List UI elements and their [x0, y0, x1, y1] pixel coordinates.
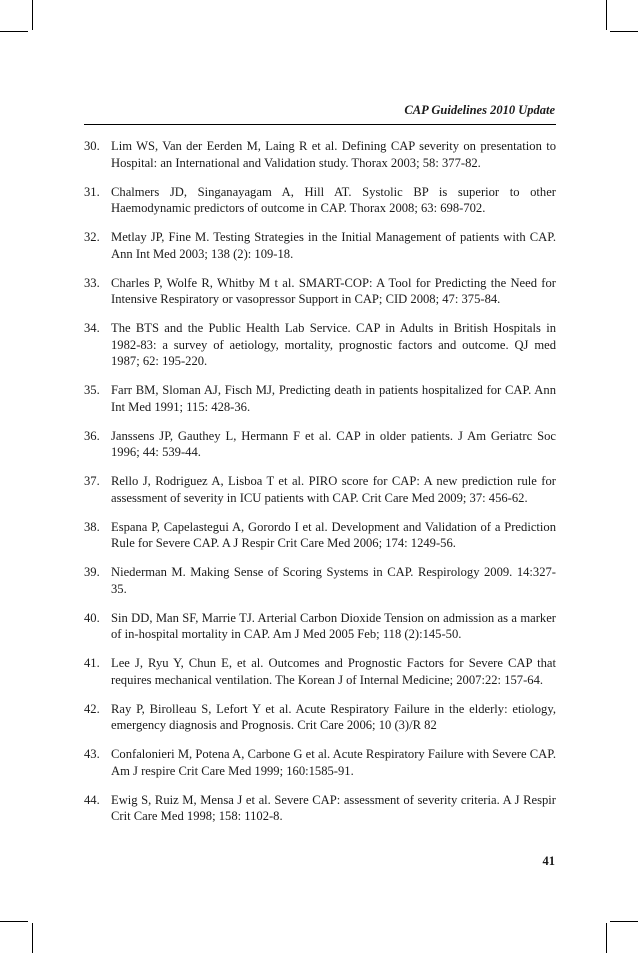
reference-item [84, 519, 556, 552]
reference-item [84, 792, 556, 825]
reference-number: 38. [84, 519, 100, 534]
reference-text: Sin DD, Man SF, Marrie TJ. Arterial Carbon Dioxide Tension on admission as a marker of in-hospital mortality in CAP. Am J Med 2005 Feb; 118 (2):145-50. [111, 610, 556, 641]
crop-mark [610, 921, 638, 922]
reference-text: Confalonieri M, Potena A, Carbone G et al. Acute Respiratory Failure with Severe CAP. Am J respire Crit Care Med 1999; 160:1585-91. [111, 747, 556, 778]
reference-number: 36. [84, 428, 100, 443]
crop-mark [0, 31, 28, 32]
crop-mark [32, 0, 33, 30]
reference-list [84, 138, 556, 837]
reference-text: Lee J, Ryu Y, Chun E, et al. Outcomes and Prognostic Factors for Severe CAP that requires mechanical ventilation. The Korean J of Internal Medicine; 2007:22: 157-64. [111, 656, 556, 687]
reference-item [84, 229, 556, 262]
reference-number: 40. [84, 610, 100, 625]
reference-item [84, 275, 556, 308]
reference-text: Metlay JP, Fine M. Testing Strategies in the Initial Management of patients with CAP. Ann Int Med 2003; 138 (2): 109-18. [111, 230, 556, 261]
reference-item [84, 746, 556, 779]
reference-item [84, 473, 556, 506]
crop-mark [32, 923, 33, 953]
reference-text: Lim WS, Van der Eerden M, Laing R et al. Defining CAP severity on presentation to Hospital: an International and Validation study. Thorax 2003; 58: 377-82. [111, 139, 556, 170]
reference-text: Farr BM, Sloman AJ, Fisch MJ, Predicting death in patients hospitalized for CAP. Ann Int Med 1991; 115: 428-36. [111, 383, 556, 414]
reference-item [84, 428, 556, 461]
reference-number: 31. [84, 184, 100, 199]
crop-mark [606, 0, 607, 30]
reference-text: Charles P, Wolfe R, Whitby M t al. SMART-COP: A Tool for Predicting the Need for Intensive Respiratory or vasopressor Support in CAP; CID 2008; 47: 375-84. [111, 275, 556, 306]
crop-mark [0, 921, 28, 922]
page-number: 41 [542, 854, 555, 868]
reference-number: 37. [84, 474, 100, 488]
header-rule [84, 124, 556, 125]
reference-item [84, 701, 556, 734]
running-header: CAP Guidelines 2010 Update [404, 103, 555, 117]
reference-text: The BTS and the Public Health Lab Service. CAP in Adults in British Hospitals in 1982-83: a survey of aetiology, mortality, prognostic factors and outcome. QJ med 1987; 62: 195-220. [111, 321, 556, 368]
reference-text: Niederman M. Making Sense of Scoring Systems in CAP. Respirology 2009. 14:327-35. [111, 565, 556, 596]
reference-number: 35. [84, 383, 100, 397]
crop-mark [610, 31, 638, 32]
crop-mark [606, 923, 607, 953]
reference-text: Rello J, Rodriguez A, Lisboa T et al. PIRO score for CAP: A new prediction rule for assessment of severity in ICU patients with CAP. Crit Care Med 2009; 37: 456-62. [111, 474, 556, 505]
reference-item [84, 655, 556, 688]
reference-number: 33. [84, 275, 100, 290]
reference-number: 32. [84, 230, 100, 244]
reference-item [84, 138, 556, 171]
reference-item [84, 382, 556, 415]
reference-item [84, 184, 556, 217]
reference-text: Ray P, Birolleau S, Lefort Y et al. Acute Respiratory Failure in the elderly: etiology, emergency diagnosis and Prognosis. Crit Care 2006; 10 (3)/R 82 [111, 701, 556, 732]
reference-item [84, 564, 556, 597]
reference-item [84, 320, 556, 370]
reference-item [84, 610, 556, 643]
reference-text: Chalmers JD, Singanayagam A, Hill AT. Systolic BP is superior to other Haemodynamic predictors of outcome in CAP. Thorax 2008; 63: 698-702. [111, 184, 556, 215]
reference-number: 39. [84, 565, 100, 579]
reference-text: Janssens JP, Gauthey L, Hermann F et al. CAP in older patients. J Am Geriatrc Soc 1996; 44: 539-44. [111, 428, 556, 459]
reference-number: 30. [84, 139, 100, 153]
reference-number: 42. [84, 701, 100, 716]
reference-text: Espana P, Capelastegui A, Gorordo I et al. Development and Validation of a Prediction Rule for Severe CAP. A J Respir Crit Care Med 2006; 174: 1249-56. [111, 519, 556, 550]
reference-number: 44. [84, 792, 100, 807]
reference-number: 34. [84, 321, 100, 335]
reference-text: Ewig S, Ruiz M, Mensa J et al. Severe CAP: assessment of severity criteria. A J Respir Crit Care Med 1998; 158: 1102-8. [111, 792, 556, 823]
reference-number: 41. [84, 656, 100, 670]
reference-number: 43. [84, 747, 100, 761]
